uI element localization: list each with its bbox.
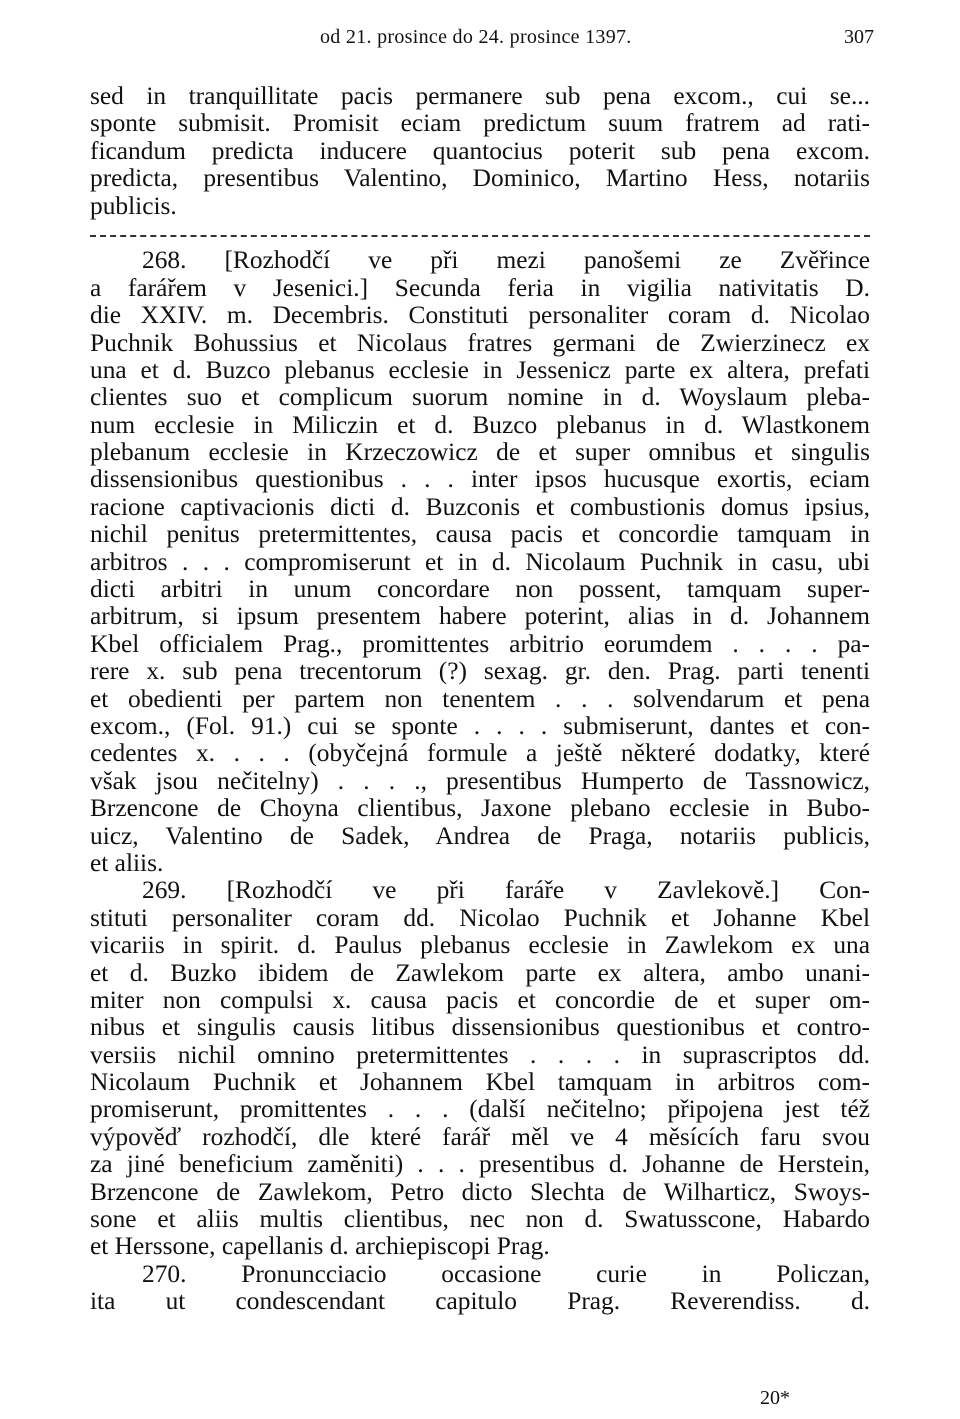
text-line: racione captivacionis dicti d. Buzconis et combustionis domus ipsius, bbox=[90, 492, 870, 521]
text-line: cedentes x. . . . (obyčejná formule a ještě některé dodatky, které bbox=[90, 739, 870, 768]
running-title: od 21. prosince do 24. prosince 1397. bbox=[320, 26, 632, 48]
text-line: Nicolaum Puchnik et Johannem Kbel tamquam in arbitros com- bbox=[90, 1068, 870, 1097]
text-line: výpověď rozhodčí, dle které farář měl ve 4 měsících faru svou bbox=[90, 1122, 870, 1151]
text-line: arbitrum, si ipsum presentem habere poterint, alias in d. Johannem bbox=[90, 602, 870, 631]
text-line: dicti arbitri in unum concordare non possent, tamquam super- bbox=[90, 575, 870, 604]
page-header bbox=[90, 26, 874, 60]
text-line: a farářem v Jesenici.] Secunda feria in vigilia nativitatis D. bbox=[90, 273, 870, 302]
text-line: predicta, presentibus Valentino, Dominico, Martino Hess, notariis bbox=[90, 164, 870, 193]
text-line: sponte submisit. Promisit eciam predictum suum fratrem ad rati- bbox=[90, 109, 870, 138]
text-line: plebanum ecclesie in Krzeczowicz de et super omnibus et singulis bbox=[90, 438, 870, 467]
text-line: ita ut condescendant capitulo Prag. Reverendiss. d. bbox=[90, 1287, 870, 1316]
text-line: vicariis in spirit. d. Paulus plebanus ecclesie in Zawlekom ex una bbox=[90, 931, 870, 960]
text-line: rere x. sub pena trecentorum (?) sexag. gr. den. Prag. parti tenenti bbox=[90, 657, 870, 686]
text-line: ficandum predicta inducere quantocius poterit sub pena excom. bbox=[90, 136, 870, 165]
text-line: sed in tranquillitate pacis permanere sub pena excom., cui se... bbox=[90, 82, 870, 110]
text-line: publicis. bbox=[90, 191, 177, 220]
text-line: Kbel officialem Prag., promittentes arbitrio eorumdem . . . . pa- bbox=[90, 629, 870, 658]
text-line: 270. Pronuncciacio occasione curie in Policzan, bbox=[142, 1259, 870, 1288]
text-line: die XXIV. m. Decembris. Constituti personaliter coram d. Nicolao bbox=[90, 301, 870, 330]
text-line: excom., (Fol. 91.) cui se sponte . . . . submiserunt, dantes et con- bbox=[90, 711, 870, 740]
text-line: nichil penitus pretermittentes, causa pacis et concordie tamquam in bbox=[90, 520, 870, 549]
text-line: dissensionibus questionibus . . . inter ipsos hucusque exortis, eciam bbox=[90, 465, 870, 494]
text-line: sone et aliis multis clientibus, nec non d. Swatusscone, Habardo bbox=[90, 1205, 870, 1234]
body-text bbox=[90, 83, 870, 1316]
text-line: et Herssone, capellanis d. archiepiscopi Prag. bbox=[90, 1232, 550, 1261]
text-line: versiis nichil omnino pretermittentes . . . . in suprascriptos dd. bbox=[90, 1040, 870, 1069]
text-line: však jsou nečitelny) . . . ., presentibus Humperto de Tassnowicz, bbox=[90, 766, 870, 795]
signature-mark: 20* bbox=[760, 1387, 790, 1409]
text-line: nibus et singulis causis litibus dissensionibus questionibus et contro- bbox=[90, 1013, 870, 1042]
text-line: za jiné beneficium zaměniti) . . . presentibus d. Johanne de Herstein, bbox=[90, 1150, 870, 1179]
text-line: et aliis. bbox=[90, 848, 164, 877]
text-line: miter non compulsi x. causa pacis et concordie de et super om- bbox=[90, 985, 870, 1014]
section-separator bbox=[90, 220, 870, 247]
text-line: una et d. Buzco plebanus ecclesie in Jessenicz parte ex altera, prefati bbox=[90, 355, 870, 384]
page-number: 307 bbox=[844, 26, 874, 48]
text-line: Puchnik Bohussius et Nicolaus fratres germani de Zwierzinecz ex bbox=[90, 328, 870, 357]
text-line: num ecclesie in Miliczin et d. Buzco plebanus in d. Wlastkonem bbox=[90, 410, 870, 439]
text-line: clientes suo et complicum suorum nomine in d. Woyslaum pleba- bbox=[90, 383, 870, 412]
text-line: 268. [Rozhodčí ve při mezi panošemi ze Zvěřince bbox=[142, 246, 870, 275]
text-line: promiserunt, promittentes . . . (další nečitelno; připojena jest též bbox=[90, 1095, 870, 1124]
text-line: arbitros . . . compromiserunt et in d. Nicolaum Puchnik in casu, ubi bbox=[90, 547, 870, 576]
text-line: 269. [Rozhodčí ve při faráře v Zavlekově.] Con- bbox=[142, 876, 870, 905]
text-line: et d. Buzko ibidem de Zawlekom parte ex altera, ambo unani- bbox=[90, 958, 870, 987]
text-line: Brzencone de Choyna clientibus, Jaxone plebano ecclesie in Bubo- bbox=[90, 794, 870, 823]
text-line: uicz, Valentino de Sadek, Andrea de Praga, notariis publicis, bbox=[90, 821, 870, 850]
text-line: Brzencone de Zawlekom, Petro dicto Slechta de Wilharticz, Swoys- bbox=[90, 1177, 870, 1206]
text-line: stituti personaliter coram dd. Nicolao Puchnik et Johanne Kbel bbox=[90, 903, 870, 932]
text-line: et obedienti per partem non tenentem . . . solvendarum et pena bbox=[90, 684, 870, 713]
